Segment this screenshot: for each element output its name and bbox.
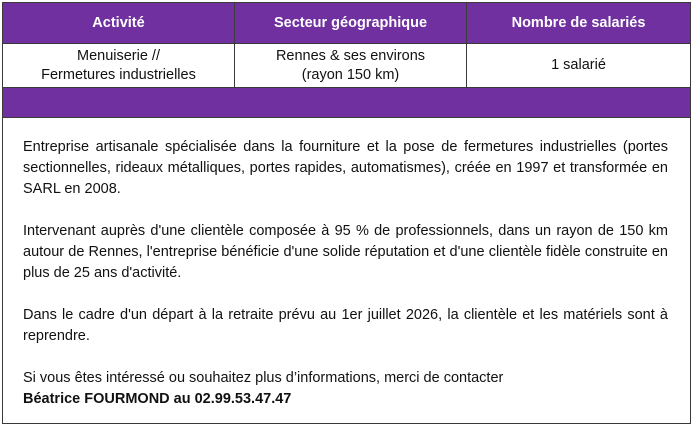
cell-activite xyxy=(3,44,235,88)
description-body xyxy=(3,118,690,410)
header-row xyxy=(3,3,691,44)
contact-intro: Si vous êtes intéressé ou souhaitez plus d’informations, merci de contacter xyxy=(23,370,504,386)
header-salaries: Nombre de salariés xyxy=(467,3,691,44)
cell-salaries: 1 salarié xyxy=(467,44,691,88)
secteur-line-1: Rennes & ses environs xyxy=(275,47,426,64)
offer-sheet xyxy=(2,2,690,423)
secteur-line-2: (rayon 150 km) xyxy=(301,66,400,83)
description-paragraph-3: Dans le cadre d'un départ à la retraite prévu au 1er juillet 2026, la clientèle et les matériels sont à reprendre. xyxy=(23,307,668,344)
activite-line-1: Menuiserie // xyxy=(76,47,160,64)
header-activite: Activité xyxy=(3,3,235,44)
cell-secteur xyxy=(235,44,467,88)
contact-paragraph xyxy=(23,368,668,410)
purple-divider-band xyxy=(3,88,691,118)
contact-name-phone: Béatrice FOURMOND au 02.99.53.47.47 xyxy=(23,391,292,407)
table-row xyxy=(3,44,691,88)
header-secteur: Secteur géographique xyxy=(235,3,467,44)
divider-band-row xyxy=(3,88,691,118)
description-paragraph-1: Entreprise artisanale spécialisée dans la fourniture et la pose de fermetures industrielles (portes sectionnelles, rideaux métalliques, portes rapides, automatismes), créée en 1997 et transformée en SARL en 2008. xyxy=(23,139,668,197)
description-row xyxy=(3,118,691,424)
business-summary-table xyxy=(2,2,691,424)
description-paragraph-2: Intervenant auprès d'une clientèle composée à 95 % de professionnels, dans un rayon de 150 km autour de Rennes, l'entreprise bénéficie d'une solide réputation et d'une clientèle fidèle construite en plus de 25 ans d'activité. xyxy=(23,223,668,281)
description-cell xyxy=(3,118,691,424)
activite-line-2: Fermetures industrielles xyxy=(41,66,196,83)
